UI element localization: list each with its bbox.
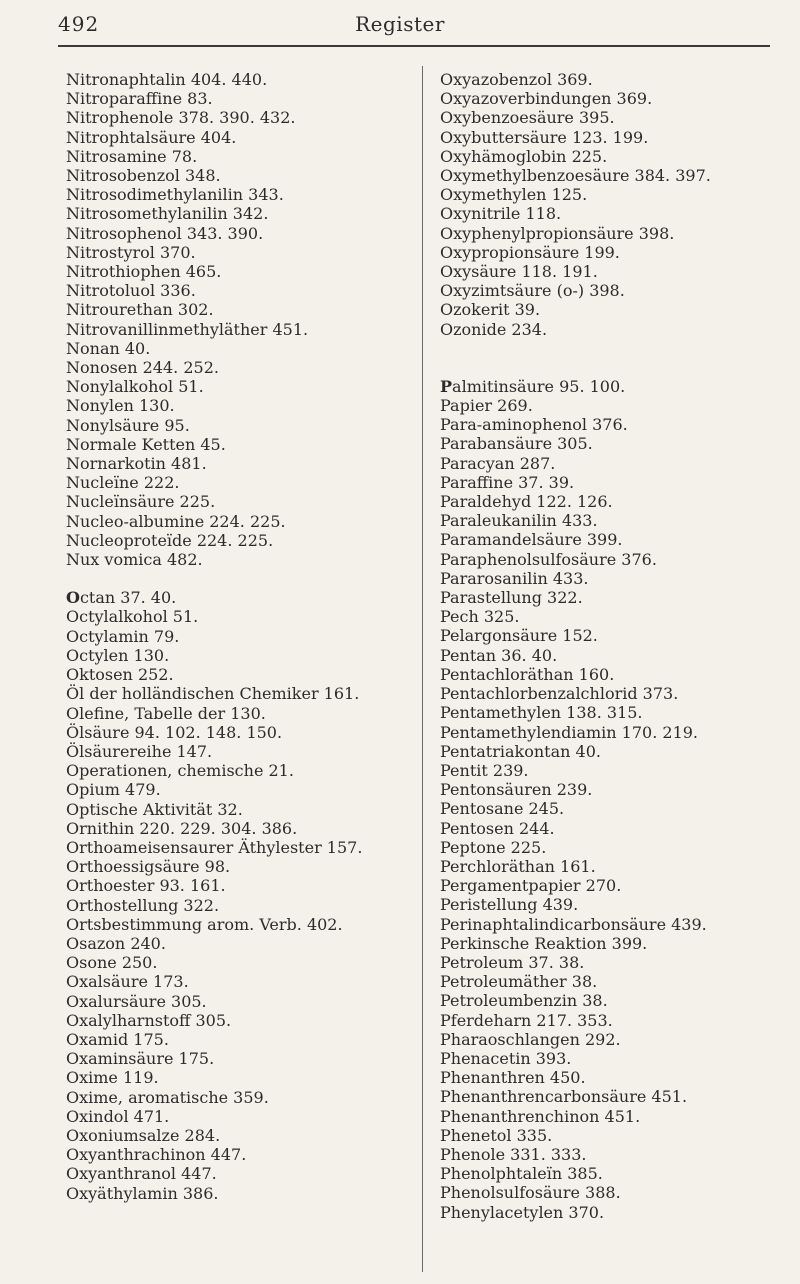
index-entry: Ornithin 220. 229. 304. 386. <box>66 818 298 838</box>
index-entry: Oxoniumsalze 284. <box>66 1125 221 1145</box>
index-entry: Paracyan 287. <box>440 453 556 473</box>
index-entry: Oxybuttersäure 123. 199. <box>440 127 649 147</box>
index-entry: Paraffine 37. 39. <box>440 472 575 492</box>
index-entry: Pferdeharn 217. 353. <box>440 1010 613 1030</box>
index-entry: Ölsäurereihe 147. <box>66 741 213 761</box>
index-entry: Nitronaphtalin 404. 440. <box>66 70 268 89</box>
group-n <box>66 70 406 569</box>
index-entry: Nucleoproteïde 224. 225. <box>66 530 274 550</box>
index-entry: Petroleumäther 38. <box>440 972 598 992</box>
index-entry: Operationen, chemische 21. <box>66 761 294 781</box>
index-entry: Phenolsulfosäure 388. <box>440 1183 621 1203</box>
index-entry: Oxyazobenzol 369. <box>440 70 593 89</box>
index-entry: Peptone 225. <box>440 837 547 857</box>
index-entry: Nitrostyrol 370. <box>66 242 196 262</box>
index-entry: Orthoameisensaurer Äthylester 157. <box>66 837 363 857</box>
index-entry: Orthoester 93. 161. <box>66 876 226 896</box>
index-entry: Phenanthrenchinon 451. <box>440 1106 641 1126</box>
index-entry: Oxalsäure 173. <box>66 972 189 992</box>
index-entry: Oxamid 175. <box>66 1029 169 1049</box>
index-entry: Nitrosophenol 343. 390. <box>66 223 264 243</box>
index-entry: Nitrosobenzol 348. <box>66 166 221 186</box>
index-entry: Nonylen 130. <box>66 396 175 416</box>
index-entry: Para-aminophenol 376. <box>440 415 628 435</box>
index-entry: Peristellung 439. <box>440 895 579 915</box>
index-entry: Osazon 240. <box>66 933 166 953</box>
index-entry: Papier 269. <box>440 396 533 416</box>
index-entry: Pelargonsäure 152. <box>440 626 598 646</box>
index-entry: Nucleïnsäure 225. <box>66 492 216 512</box>
column-rule <box>422 66 423 1272</box>
index-entry: Pentan 36. 40. <box>440 645 558 665</box>
index-entry: Oxypropionsäure 199. <box>440 242 620 262</box>
index-entry: Osone 250. <box>66 953 158 973</box>
index-entry: Phenylacetylen 370. <box>440 1202 605 1222</box>
index-entry: Oxymethylbenzoesäure 384. 397. <box>440 166 711 186</box>
index-entry: Oxalursäure 305. <box>66 991 207 1011</box>
running-head: Register <box>355 12 445 36</box>
index-entry: Phenole 331. 333. <box>440 1144 587 1164</box>
index-entry: Nitrothiophen 465. <box>66 262 222 282</box>
index-entry: Perchloräthan 161. <box>440 856 596 876</box>
index-entry: Oxime 119. <box>66 1068 159 1088</box>
index-entry: Oxynitrile 118. <box>440 204 562 224</box>
index-entry: Nucleïne 222. <box>66 473 180 493</box>
index-entry: Pentachlorbenzalchlorid 373. <box>440 684 679 704</box>
index-entry: Normale Ketten 45. <box>66 434 226 454</box>
index-entry-palmitinsaeure <box>440 377 780 396</box>
index-entry: Ölsäure 94. 102. 148. 150. <box>66 722 283 742</box>
index-entry: Oxysäure 118. 191. <box>440 262 598 282</box>
index-entry: Phenetol 335. <box>440 1125 553 1145</box>
index-entry: Pentosane 245. <box>440 799 565 819</box>
index-entry: Oxalylharnstoff 305. <box>66 1010 232 1030</box>
index-entry: Paramandelsäure 399. <box>440 530 623 550</box>
index-entry-octan <box>66 588 406 607</box>
section-initial-o: O <box>66 588 80 608</box>
index-entry: Oxybenzoesäure 395. <box>440 108 615 128</box>
index-entry: Petroleum 37. 38. <box>440 952 585 972</box>
index-entry: Pharaoschlangen 292. <box>440 1029 621 1049</box>
group-o <box>66 607 406 1202</box>
index-entry: Pentosen 244. <box>440 818 555 838</box>
index-entry: Paraldehyd 122. 126. <box>440 492 613 512</box>
right-column <box>440 70 780 1222</box>
index-entry: Nitrophtalsäure 404. <box>66 127 237 147</box>
index-entry: Octylen 130. <box>66 645 170 665</box>
index-entry: Orthoessigsäure 98. <box>66 857 231 877</box>
index-entry: Parastellung 322. <box>440 588 583 608</box>
index-entry: Orthostellung 322. <box>66 895 220 915</box>
index-entry: Ozonide 234. <box>440 319 548 339</box>
group-gap <box>440 339 780 358</box>
index-entry: Nitrosomethylanilin 342. <box>66 204 269 224</box>
index-entry: Pentamethylen 138. 315. <box>440 703 643 723</box>
index-entry: Oxyhämoglobin 225. <box>440 146 608 166</box>
index-entry: Nitrotoluol 336. <box>66 281 196 301</box>
index-entry: Oxyazoverbindungen 369. <box>440 89 653 109</box>
index-entry: Parabansäure 305. <box>440 434 593 454</box>
index-entry: Oxyanthranol 447. <box>66 1164 217 1184</box>
index-entry: Pararosanilin 433. <box>440 568 589 588</box>
index-entry: Pentatriakontan 40. <box>440 741 601 761</box>
index-entry: Oxyzimtsäure (o-) 398. <box>440 281 625 301</box>
index-entry: Paraphenolsulfosäure 376. <box>440 549 657 569</box>
index-entry: Petroleumbenzin 38. <box>440 991 608 1011</box>
index-entry: Pentachloräthan 160. <box>440 664 615 684</box>
index-entry: Oxyanthrachinon 447. <box>66 1145 247 1165</box>
group-gap <box>440 358 780 377</box>
group-o-continued <box>440 70 780 339</box>
index-entry: Oxindol 471. <box>66 1106 170 1126</box>
index-entry: Opium 479. <box>66 780 161 800</box>
index-entry: Pentonsäuren 239. <box>440 780 593 800</box>
index-entry: Nitrosodimethylanilin 343. <box>66 185 284 205</box>
index-entry: Phenanthren 450. <box>440 1068 586 1088</box>
index-entry-text: almitinsäure 95. 100. <box>452 376 626 396</box>
index-entry: Nitrophenole 378. 390. 432. <box>66 108 296 128</box>
index-entry: Nonosen 244. 252. <box>66 358 219 378</box>
index-entry: Oxime, aromatische 359. <box>66 1087 269 1107</box>
index-entry: Nornarkotin 481. <box>66 454 207 474</box>
index-entry: Nonylalkohol 51. <box>66 377 204 397</box>
index-entry: Nonylsäure 95. <box>66 415 190 435</box>
index-entry: Pentit 239. <box>440 760 529 780</box>
index-entry: Oxymethylen 125. <box>440 185 588 205</box>
index-entry: Nonan 40. <box>66 338 151 358</box>
index-entry: Optische Aktivität 32. <box>66 799 243 819</box>
index-entry: Octylalkohol 51. <box>66 607 199 627</box>
index-entry-text: ctan 37. 40. <box>79 588 177 608</box>
index-entry: Nitroparaffine 83. <box>66 89 213 109</box>
page-number: 492 <box>58 12 100 36</box>
index-entry: Phenanthrencarbonsäure 451. <box>440 1087 688 1107</box>
index-entry: Nitrovanillinmethyläther 451. <box>66 319 309 339</box>
index-entry: Pech 325. <box>440 607 520 627</box>
index-entry: Öl der holländischen Chemiker 161. <box>66 684 360 704</box>
group-p <box>440 396 780 1222</box>
index-entry: Pentamethylendiamin 170. 219. <box>440 722 699 742</box>
index-entry: Paraleukanilin 433. <box>440 511 598 531</box>
section-initial-p: P <box>440 376 453 396</box>
index-entry: Oxaminsäure 175. <box>66 1049 215 1069</box>
index-entry: Perkinsche Reaktion 399. <box>440 933 648 953</box>
index-entry: Oktosen 252. <box>66 665 174 685</box>
group-gap <box>66 569 406 588</box>
index-entry: Nucleo-albumine 224. 225. <box>66 511 286 531</box>
index-entry: Ortsbestimmung arom. Verb. 402. <box>66 914 343 934</box>
index-entry: Octylamin 79. <box>66 626 180 646</box>
left-column <box>66 70 406 1203</box>
header-rule <box>58 45 770 47</box>
index-entry: Phenolphtaleïn 385. <box>440 1164 603 1184</box>
index-entry: Nux vomica 482. <box>66 550 203 570</box>
index-entry: Nitrosamine 78. <box>66 146 198 166</box>
index-entry: Oxyäthylamin 386. <box>66 1183 219 1203</box>
index-entry: Olefine, Tabelle der 130. <box>66 703 266 723</box>
index-entry: Perinaphtalindicarbonsäure 439. <box>440 914 707 934</box>
index-entry: Pergamentpapier 270. <box>440 876 622 896</box>
index-entry: Oxyphenylpropionsäure 398. <box>440 223 675 243</box>
index-entry: Ozokerit 39. <box>440 300 541 320</box>
index-entry: Nitrourethan 302. <box>66 300 214 320</box>
index-entry: Phenacetin 393. <box>440 1048 572 1068</box>
